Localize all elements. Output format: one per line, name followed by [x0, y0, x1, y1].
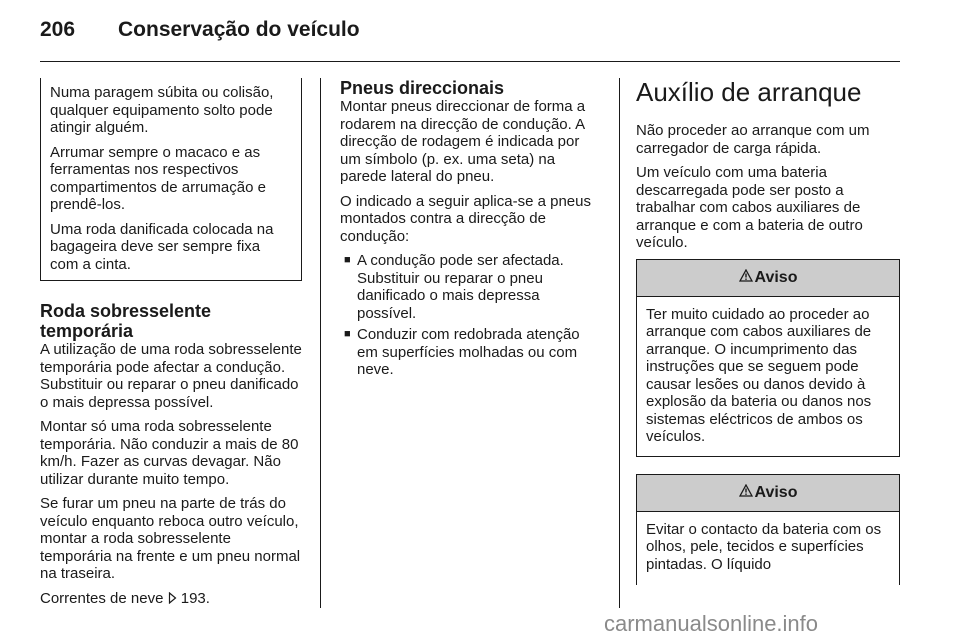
body-paragraph: A utilização de uma roda sobresselente temporária pode afectar a condução. Substituir ou reparar o pneu danificado o mais depressa possível. — [40, 341, 302, 411]
watermark: carmanualsonline.info — [604, 611, 819, 636]
header-divider — [40, 61, 900, 62]
body-paragraph: Um veículo com uma bateria descarregada pode ser posto a trabalhar com cabos auxiliares de arranque e com a bateria de outro veículo. — [636, 164, 863, 251]
note-box — [40, 78, 302, 281]
column-1 — [40, 78, 302, 614]
note-paragraph: Numa paragem súbita ou colisão, qualquer equipamento solto pode atingir alguém. — [50, 84, 274, 136]
cross-reference-text: Correntes de neve — [40, 589, 164, 607]
column-divider — [320, 78, 321, 608]
chapter-title: Conservação do veículo — [118, 18, 360, 41]
body-paragraph: O indicado a seguir aplica-se a pneus montados contra a direcção de condução: — [340, 192, 591, 245]
note-paragraph: Arrumar sempre o macaco e as ferramentas nos respectivos compartimentos de arrumação e prendê-los. — [50, 143, 266, 213]
body-paragraph: Montar só uma roda sobresselente temporária. Não conduzir a mais de 80 km/h. Fazer as curvas devagar. Não utilizar durante muito tempo. — [40, 418, 299, 488]
list-item — [340, 252, 602, 322]
list-item — [340, 326, 602, 379]
warning-triangle-icon — [739, 269, 753, 287]
note-paragraph: Uma roda danificada colocada na bagageira deve ser sempre fixa com a cinta. — [50, 220, 274, 273]
warning-title: Aviso — [754, 483, 798, 501]
list-item-text: A condução pode ser afectada. Substituir ou reparar o pneu danificado o mais depressa possível. — [357, 252, 564, 322]
column-divider — [619, 78, 620, 608]
page-number: 206 — [40, 18, 76, 41]
warning-title: Aviso — [754, 268, 798, 286]
warning-header — [637, 260, 899, 297]
section-heading-directional-tyres: Pneus direccionais — [340, 78, 505, 98]
body-paragraph: Se furar um pneu na parte de trás do veículo enquanto reboca outro veículo, montar a roda sobresselente temporária na frente e um pneu normal na traseira. — [40, 495, 301, 582]
body-paragraph: Montar pneus direccionar de forma a rodarem na direcção de condução. A direcção de rodagem é indicada por um símbolo (p. ex. uma seta) na parede lateral do pneu. — [340, 98, 586, 185]
section-heading-spare-wheel: Roda sobresselente temporária — [40, 301, 212, 341]
warning-box — [636, 474, 900, 585]
page-header — [40, 18, 900, 58]
column-2 — [340, 78, 602, 383]
body-paragraph: Não proceder ao arranque com um carregador de carga rápida. — [636, 122, 870, 157]
section-heading-jump-start: Auxílio de arranque — [636, 77, 862, 107]
bullet-list — [340, 252, 602, 379]
column-3 — [636, 78, 900, 585]
warning-text: Evitar o contacto da bateria com os olhos, pele, tecidos e superfícies pintadas. O líquido — [646, 520, 882, 573]
list-item-text: Conduzir com redobrada atenção em superfícies molhadas ou com neve. — [357, 326, 580, 378]
bullet-square-icon: ■ — [344, 254, 351, 266]
warning-text: Ter muito cuidado ao proceder ao arranque com cabos auxiliares de arranque. O incumprimento das instruções que se seguem pode causar lesões ou danos devido à explosão da bateria ou danos nos sistemas eléctricos de ambos os veículos. — [646, 305, 872, 445]
cross-reference — [40, 590, 302, 608]
page-ref-arrow-icon — [168, 590, 181, 607]
warning-box — [636, 259, 900, 457]
bullet-square-icon: ■ — [344, 328, 351, 340]
warning-triangle-icon — [739, 484, 753, 502]
cross-reference-page[interactable]: 193. — [180, 589, 210, 607]
warning-header — [637, 475, 899, 512]
